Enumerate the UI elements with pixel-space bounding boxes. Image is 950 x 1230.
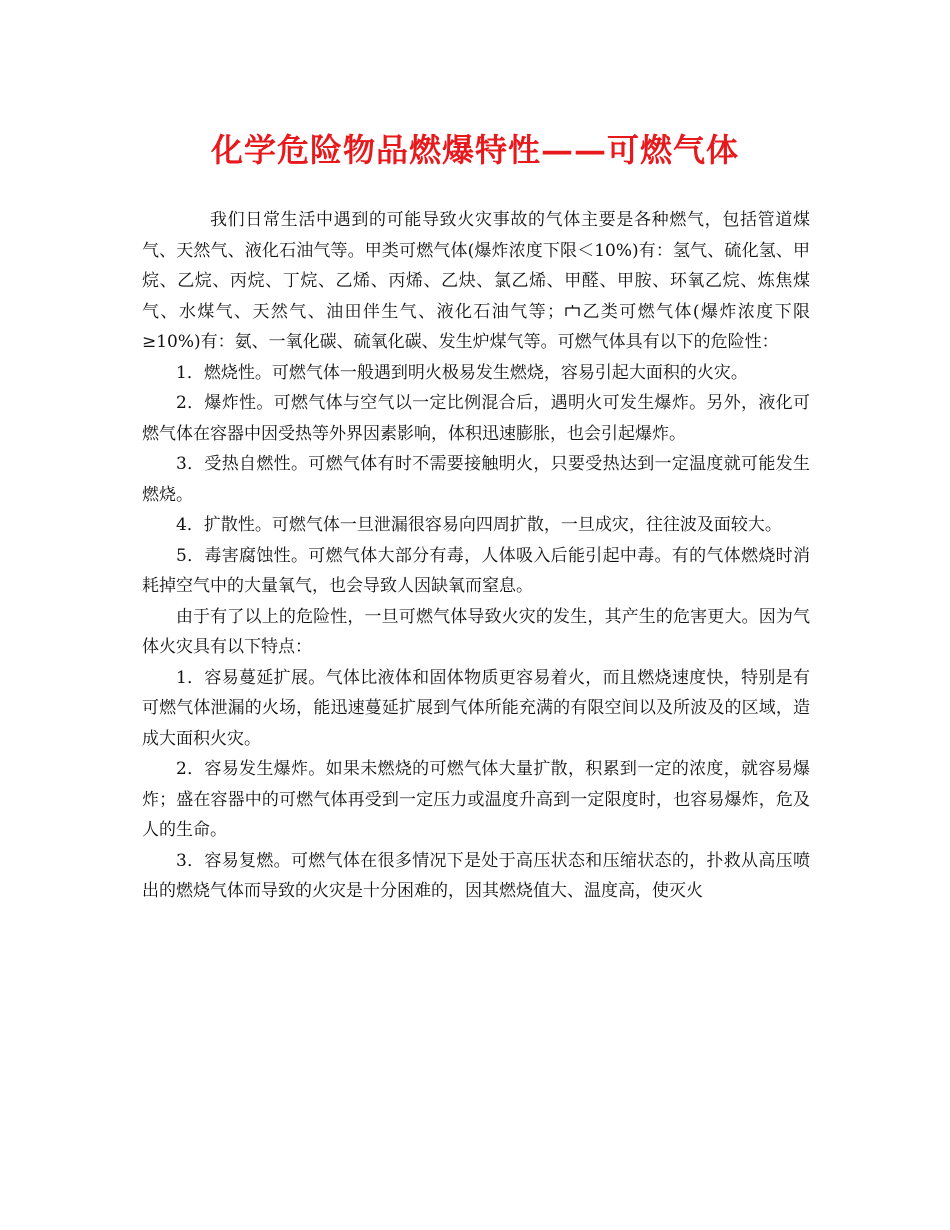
intro-text-part1: 我们日常生活中遇到的可能导致火灾事故的气体主要是各种燃气，包括管道煤气、天然气、液化石油气等。甲类可燃气体(爆炸浓度下限＜10%)有：氢气、硫化氢、甲烷、乙烷、丙烷、丁烷、乙烯、丙烯、乙炔、氯乙烯、甲醛、甲胺、环氧乙烷、炼焦煤气、水煤气、天然气、油田伴生气、液化石油气等；	[142, 210, 810, 322]
document-title: 化学危险物品燃爆特性——可燃气体	[210, 131, 739, 169]
hazard-item: 2．爆炸性。可燃气体与空气以一定比例混合后，遇明火可发生爆炸。另外，液化可燃气体在容器中因受热等外界因素影响，体积迅速膨胀，也会引起爆炸。	[142, 393, 810, 444]
intro-text-part2: 乙类可燃气体(爆炸浓度下限≥10%)有：氨、一氧化碳、硫氧化碳、发生炉煤气等。可燃气体具有以下的危险性：	[142, 301, 810, 352]
hazard-item: 5．毒害腐蚀性。可燃气体大部分有毒，人体吸入后能引起中毒。有的气体燃烧时消耗掉空气中的大量氧气，也会导致人因缺氧而窒息。	[142, 545, 810, 596]
bracket-mark-icon	[564, 297, 581, 328]
feature-item: 1．容易蔓延扩展。气体比液体和固体物质更容易着火，而且燃烧速度快，特别是有可燃气体泄漏的火场，能迅速蔓延扩展到气体所能充满的有限空间以及所波及的区域，造成大面积火灾。	[142, 667, 810, 749]
intro-paragraph	[142, 205, 810, 358]
document-body	[142, 205, 810, 907]
hazard-item: 1．燃烧性。可燃气体一般遇到明火极易发生燃烧，容易引起大面积的火灾。	[176, 362, 748, 383]
feature-item: 2．容易发生爆炸。如果未燃烧的可燃气体大量扩散，积累到一定的浓度，就容易爆炸；盛在容器中的可燃气体再受到一定压力或温度升高到一定限度时，也容易爆炸，危及人的生命。	[142, 759, 810, 840]
hazard-item: 3．受热自燃性。可燃气体有时不需要接触明火，只要受热达到一定温度就可能发生燃烧。	[142, 454, 810, 505]
transition-paragraph: 由于有了以上的危险性，一旦可燃气体导致火灾的发生，其产生的危害更大。因为气体火灾具有以下特点：	[142, 606, 810, 657]
hazard-item: 4．扩散性。可燃气体一旦泄漏很容易向四周扩散，一旦成灾，往往波及面较大。	[176, 515, 782, 535]
feature-item: 3．容易复燃。可燃气体在很多情况下是处于高压状态和压缩状态的，扑救从高压喷出的燃烧气体而导致的火灾是十分困难的，因其燃烧值大、温度高，使灭火	[142, 850, 810, 901]
